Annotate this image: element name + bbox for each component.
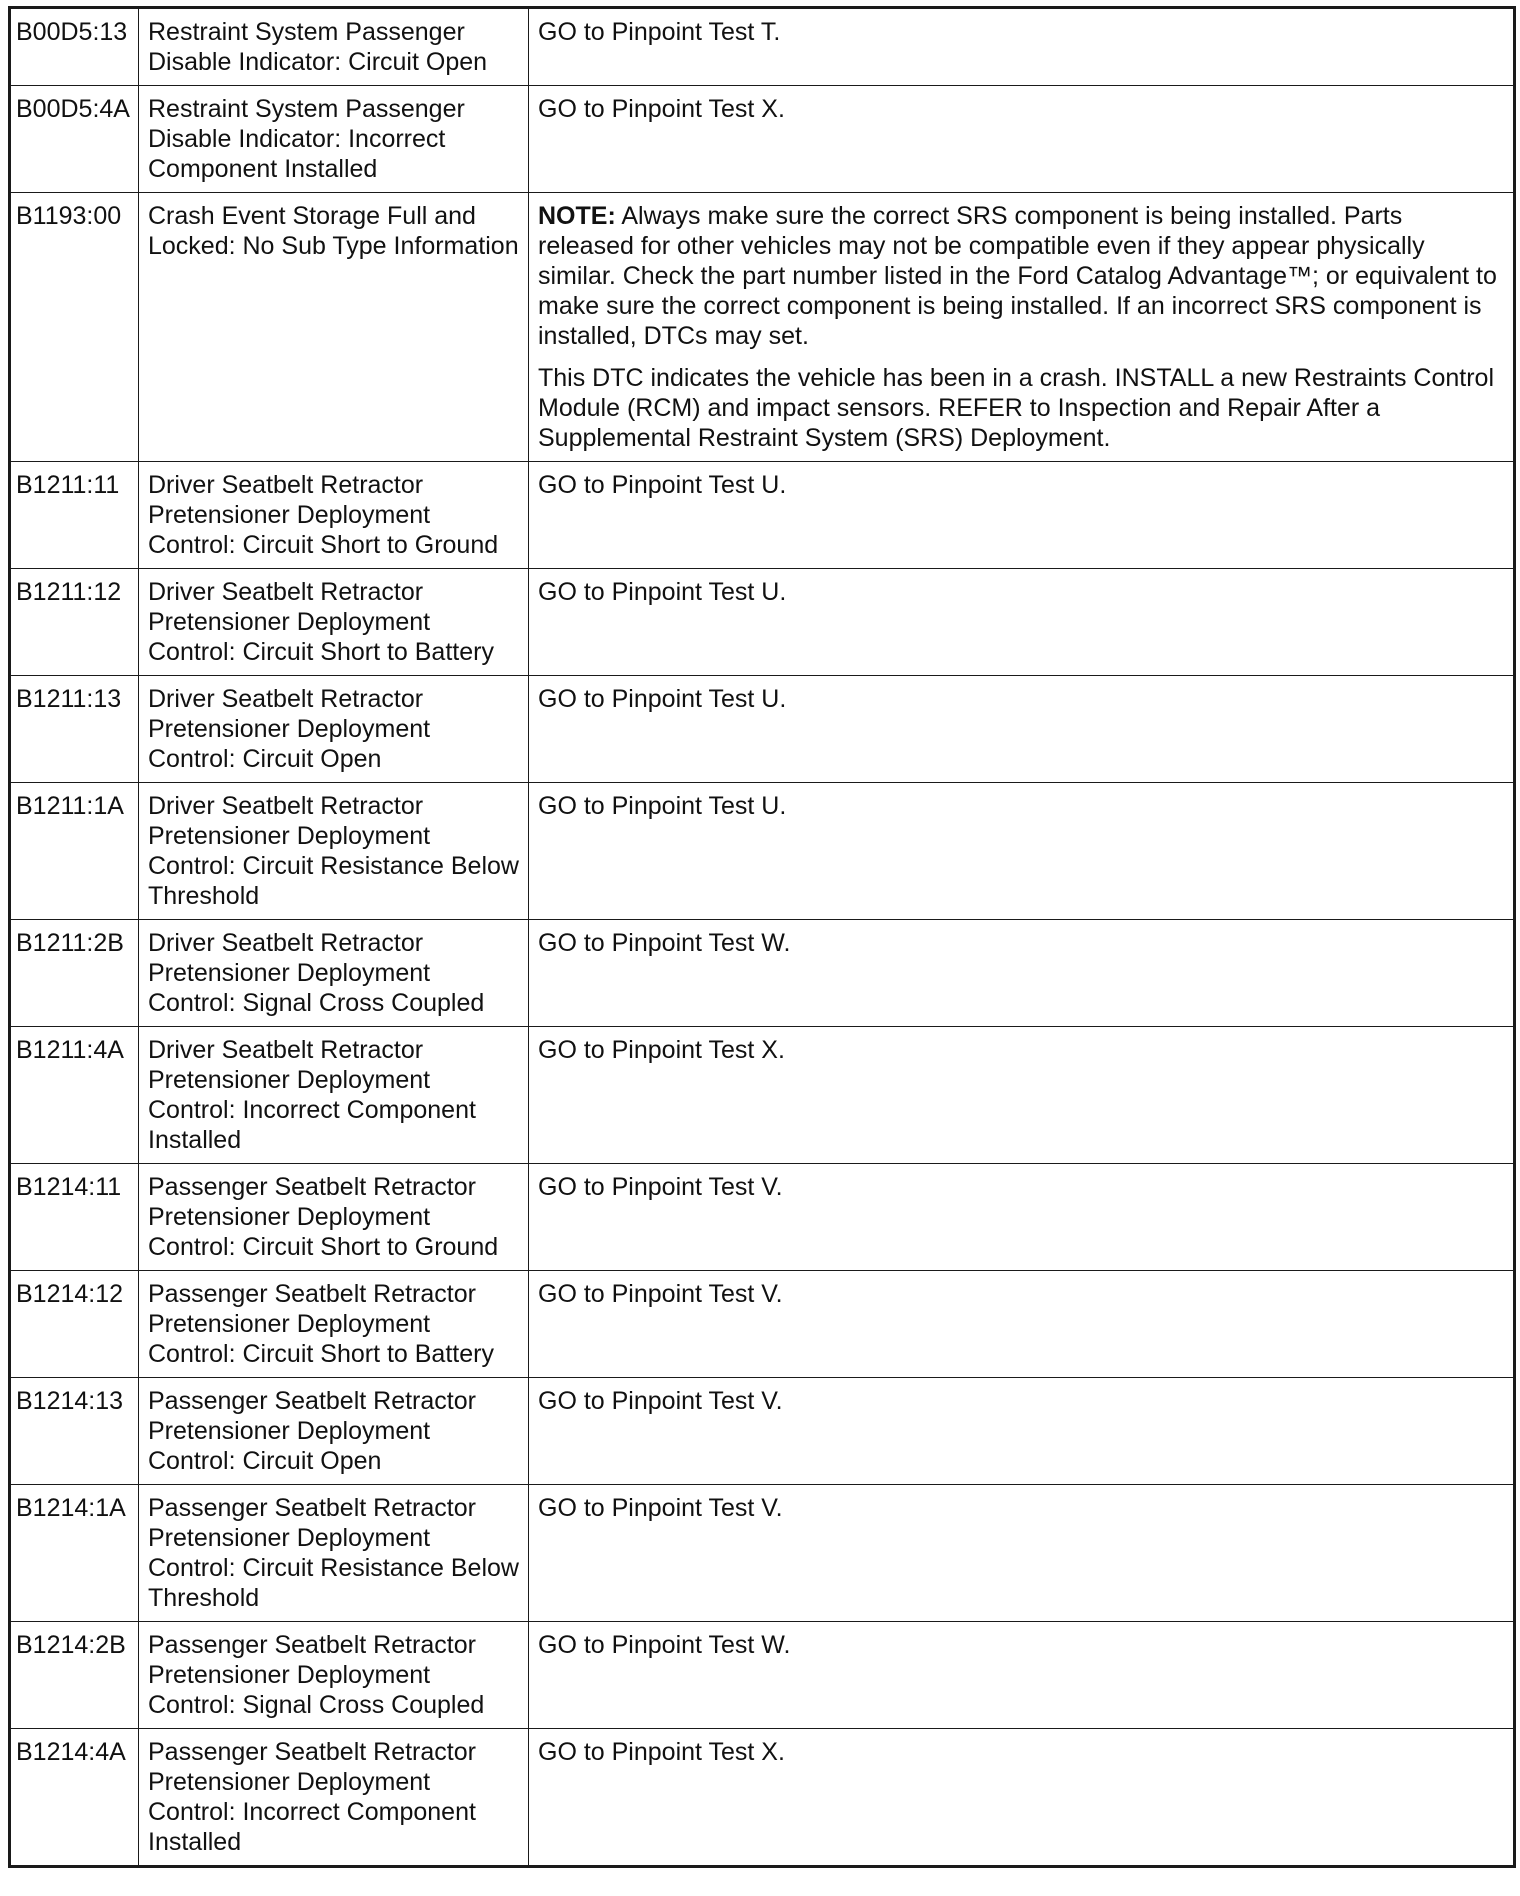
table-row (10, 1485, 1515, 1622)
table-row (10, 920, 1515, 1027)
dtc-action: GO to Pinpoint Test W. (529, 920, 1515, 1027)
dtc-code: B1211:2B (10, 920, 139, 1027)
dtc-description: Driver Seatbelt Retractor Pretensioner Deployment Control: Signal Cross Coupled (139, 920, 529, 1027)
dtc-action: GO to Pinpoint Test X. (529, 1729, 1515, 1867)
dtc-action: GO to Pinpoint Test V. (529, 1271, 1515, 1378)
dtc-code: B1214:4A (10, 1729, 139, 1867)
dtc-description: Passenger Seatbelt Retractor Pretensioner Deployment Control: Incorrect Component Installed (139, 1729, 529, 1867)
dtc-code: B1214:11 (10, 1164, 139, 1271)
dtc-code: B1211:1A (10, 783, 139, 920)
table-row (10, 1729, 1515, 1867)
dtc-code: B1214:13 (10, 1378, 139, 1485)
dtc-action: GO to Pinpoint Test V. (529, 1485, 1515, 1622)
note-paragraph (538, 201, 1504, 351)
dtc-description: Driver Seatbelt Retractor Pretensioner Deployment Control: Incorrect Component Installed (139, 1027, 529, 1164)
dtc-code: B00D5:13 (10, 8, 139, 86)
dtc-description: Passenger Seatbelt Retractor Pretensioner Deployment Control: Circuit Short to Ground (139, 1164, 529, 1271)
dtc-action: GO to Pinpoint Test T. (529, 8, 1515, 86)
dtc-action: GO to Pinpoint Test U. (529, 783, 1515, 920)
dtc-action: GO to Pinpoint Test X. (529, 1027, 1515, 1164)
dtc-description: Passenger Seatbelt Retractor Pretensioner Deployment Control: Signal Cross Coupled (139, 1622, 529, 1729)
table-row (10, 8, 1515, 86)
dtc-action: GO to Pinpoint Test U. (529, 462, 1515, 569)
dtc-code: B00D5:4A (10, 86, 139, 193)
dtc-description: Passenger Seatbelt Retractor Pretensioner Deployment Control: Circuit Resistance Below Threshold (139, 1485, 529, 1622)
note-text: Always make sure the correct SRS component is being installed. Parts released for other vehicles may not be compatible even if they appear physically similar. Check the part number listed in the Ford Catalog Advantage™; or equivalent to make sure the correct component is being installed. If an incorrect SRS component is installed, DTCs may set. (538, 202, 1497, 350)
dtc-description: Crash Event Storage Full and Locked: No Sub Type Information (139, 193, 529, 462)
dtc-action: GO to Pinpoint Test U. (529, 569, 1515, 676)
note-label: NOTE: (538, 202, 616, 230)
dtc-action: GO to Pinpoint Test V. (529, 1164, 1515, 1271)
dtc-action: GO to Pinpoint Test W. (529, 1622, 1515, 1729)
table-row (10, 1622, 1515, 1729)
dtc-code: B1214:1A (10, 1485, 139, 1622)
dtc-action: GO to Pinpoint Test U. (529, 676, 1515, 783)
dtc-action: GO to Pinpoint Test X. (529, 86, 1515, 193)
dtc-code: B1214:2B (10, 1622, 139, 1729)
dtc-description: Driver Seatbelt Retractor Pretensioner Deployment Control: Circuit Resistance Below Threshold (139, 783, 529, 920)
table-row (10, 462, 1515, 569)
dtc-code: B1193:00 (10, 193, 139, 462)
table-row (10, 676, 1515, 783)
table-row (10, 1378, 1515, 1485)
table-row (10, 1027, 1515, 1164)
table-row (10, 569, 1515, 676)
dtc-code: B1211:11 (10, 462, 139, 569)
dtc-action-note-cell (529, 193, 1515, 462)
dtc-description: Driver Seatbelt Retractor Pretensioner Deployment Control: Circuit Short to Ground (139, 462, 529, 569)
dtc-description: Driver Seatbelt Retractor Pretensioner Deployment Control: Circuit Short to Battery (139, 569, 529, 676)
dtc-description: Restraint System Passenger Disable Indicator: Circuit Open (139, 8, 529, 86)
dtc-code: B1211:4A (10, 1027, 139, 1164)
table-row (10, 1164, 1515, 1271)
table-row (10, 193, 1515, 462)
dtc-action: GO to Pinpoint Test V. (529, 1378, 1515, 1485)
action-detail: This DTC indicates the vehicle has been in a crash. INSTALL a new Restraints Control Module (RCM) and impact sensors. REFER to Inspection and Repair After a Supplemental Restraint System (SRS) Deployment. (538, 364, 1494, 452)
dtc-description: Passenger Seatbelt Retractor Pretensioner Deployment Control: Circuit Short to Battery (139, 1271, 529, 1378)
table-row (10, 783, 1515, 920)
dtc-description: Restraint System Passenger Disable Indicator: Incorrect Component Installed (139, 86, 529, 193)
dtc-description: Driver Seatbelt Retractor Pretensioner Deployment Control: Circuit Open (139, 676, 529, 783)
table-row (10, 86, 1515, 193)
dtc-code: B1211:13 (10, 676, 139, 783)
dtc-code: B1211:12 (10, 569, 139, 676)
dtc-table (8, 6, 1516, 1868)
table-row (10, 1271, 1515, 1378)
dtc-code: B1214:12 (10, 1271, 139, 1378)
dtc-description: Passenger Seatbelt Retractor Pretensioner Deployment Control: Circuit Open (139, 1378, 529, 1485)
